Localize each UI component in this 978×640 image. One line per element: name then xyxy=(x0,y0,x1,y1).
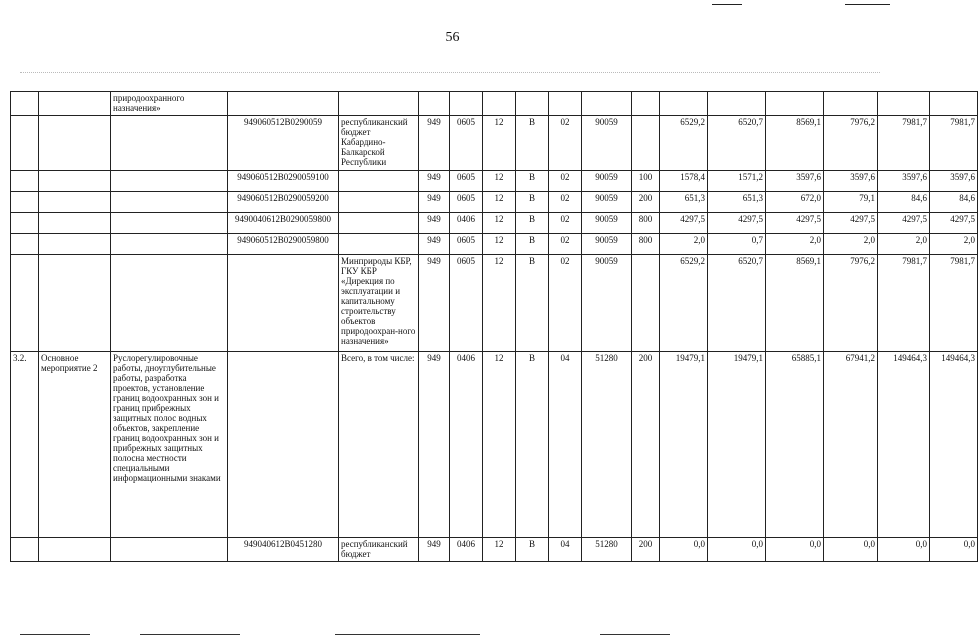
expense-type-cell xyxy=(632,116,660,171)
code-event-cell xyxy=(549,92,582,116)
footer-rule-2 xyxy=(140,634,240,635)
code-subprogram-cell xyxy=(516,92,549,116)
value-4-cell: 3597,6 xyxy=(824,171,878,192)
row-number-cell xyxy=(11,255,39,352)
row-number-cell xyxy=(11,213,39,234)
code-event-cell: 02 xyxy=(549,234,582,255)
code-subprogram-cell: В xyxy=(516,255,549,352)
value-1-cell: 4297,5 xyxy=(660,213,708,234)
code-event-cell: 02 xyxy=(549,255,582,352)
grbs-cell: 949 xyxy=(419,116,450,171)
code-direction-cell: 90059 xyxy=(582,234,632,255)
value-3-cell: 2,0 xyxy=(766,234,824,255)
expense-type-cell: 100 xyxy=(632,171,660,192)
value-4-cell: 2,0 xyxy=(824,234,878,255)
value-2-cell xyxy=(708,92,766,116)
value-4-cell: 7976,2 xyxy=(824,116,878,171)
scan-artifact-divider xyxy=(20,72,880,75)
expense-type-cell: 200 xyxy=(632,538,660,562)
code-direction-cell: 51280 xyxy=(582,352,632,538)
value-6-cell xyxy=(930,92,978,116)
table-row xyxy=(11,255,978,352)
code-direction-cell: 90059 xyxy=(582,255,632,352)
value-6-cell: 0,0 xyxy=(930,538,978,562)
grbs-cell: 949 xyxy=(419,538,450,562)
funding-source-cell xyxy=(339,234,419,255)
description-cell: природоохранного назначения» xyxy=(111,92,228,116)
grbs-cell: 949 xyxy=(419,255,450,352)
kbk-code-cell: 9490040612B0290059800 xyxy=(228,213,339,234)
top-rule-left xyxy=(712,4,742,5)
rzpr-cell: 0406 xyxy=(450,213,483,234)
value-1-cell: 6529,2 xyxy=(660,116,708,171)
code-program-cell: 12 xyxy=(483,171,516,192)
code-program-cell: 12 xyxy=(483,538,516,562)
table-row xyxy=(11,352,978,538)
event-name-cell xyxy=(39,171,111,192)
code-event-cell: 02 xyxy=(549,171,582,192)
value-5-cell: 3597,6 xyxy=(878,171,930,192)
funding-source-cell xyxy=(339,171,419,192)
value-2-cell: 651,3 xyxy=(708,192,766,213)
value-6-cell: 84,6 xyxy=(930,192,978,213)
rzpr-cell: 0605 xyxy=(450,255,483,352)
grbs-cell: 949 xyxy=(419,213,450,234)
description-cell xyxy=(111,538,228,562)
grbs-cell: 949 xyxy=(419,352,450,538)
value-2-cell: 0,7 xyxy=(708,234,766,255)
funding-source-cell: Всего, в том числе: xyxy=(339,352,419,538)
rzpr-cell xyxy=(450,92,483,116)
value-6-cell: 7981,7 xyxy=(930,255,978,352)
code-direction-cell: 90059 xyxy=(582,171,632,192)
row-number-cell: 3.2. xyxy=(11,352,39,538)
description-cell: Руслорегулировочные работы, дноуглубительные работы, разработка проектов, установление границ водоохранных зон и границ прибрежных защитных полос водных объектов, закрепление границ водоохранных зон и прибрежных защитных полосна местности специальными информационными знаками xyxy=(111,352,228,538)
rzpr-cell: 0605 xyxy=(450,234,483,255)
funding-source-cell xyxy=(339,192,419,213)
value-5-cell: 2,0 xyxy=(878,234,930,255)
description-cell xyxy=(111,255,228,352)
code-event-cell: 02 xyxy=(549,213,582,234)
funding-source-cell: республиканский бюджет Кабардино-Балкарской Республики xyxy=(339,116,419,171)
grbs-cell: 949 xyxy=(419,171,450,192)
value-3-cell: 8569,1 xyxy=(766,255,824,352)
kbk-code-cell xyxy=(228,352,339,538)
code-program-cell: 12 xyxy=(483,352,516,538)
value-3-cell: 4297,5 xyxy=(766,213,824,234)
value-3-cell: 0,0 xyxy=(766,538,824,562)
code-program-cell: 12 xyxy=(483,213,516,234)
kbk-code-cell xyxy=(228,255,339,352)
value-3-cell xyxy=(766,92,824,116)
funding-source-cell xyxy=(339,213,419,234)
value-5-cell: 7981,7 xyxy=(878,116,930,171)
code-subprogram-cell: В xyxy=(516,538,549,562)
code-program-cell xyxy=(483,92,516,116)
row-number-cell xyxy=(11,171,39,192)
value-5-cell: 149464,3 xyxy=(878,352,930,538)
expense-type-cell: 800 xyxy=(632,213,660,234)
code-subprogram-cell: В xyxy=(516,213,549,234)
rzpr-cell: 0605 xyxy=(450,116,483,171)
value-4-cell: 0,0 xyxy=(824,538,878,562)
kbk-code-cell: 949040612B0451280 xyxy=(228,538,339,562)
code-direction-cell: 90059 xyxy=(582,213,632,234)
code-program-cell: 12 xyxy=(483,116,516,171)
value-1-cell: 2,0 xyxy=(660,234,708,255)
grbs-cell xyxy=(419,92,450,116)
value-4-cell: 67941,2 xyxy=(824,352,878,538)
table-row xyxy=(11,92,978,116)
code-program-cell: 12 xyxy=(483,255,516,352)
value-1-cell: 651,3 xyxy=(660,192,708,213)
value-6-cell: 149464,3 xyxy=(930,352,978,538)
code-subprogram-cell: В xyxy=(516,352,549,538)
row-number-cell xyxy=(11,92,39,116)
footer-rule-1 xyxy=(20,634,90,635)
code-event-cell: 02 xyxy=(549,192,582,213)
kbk-code-cell: 949060512B0290059 xyxy=(228,116,339,171)
code-program-cell: 12 xyxy=(483,192,516,213)
value-5-cell: 84,6 xyxy=(878,192,930,213)
expense-type-cell: 800 xyxy=(632,234,660,255)
expense-type-cell xyxy=(632,255,660,352)
value-5-cell xyxy=(878,92,930,116)
funding-source-cell xyxy=(339,92,419,116)
code-program-cell: 12 xyxy=(483,234,516,255)
code-direction-cell: 90059 xyxy=(582,192,632,213)
code-subprogram-cell: В xyxy=(516,234,549,255)
value-2-cell: 6520,7 xyxy=(708,255,766,352)
event-name-cell: Основное мероприятие 2 xyxy=(39,352,111,538)
expense-type-cell: 200 xyxy=(632,192,660,213)
event-name-cell xyxy=(39,234,111,255)
table-row xyxy=(11,171,978,192)
footer-rule-4 xyxy=(600,634,670,635)
event-name-cell xyxy=(39,255,111,352)
code-direction-cell xyxy=(582,92,632,116)
event-name-cell xyxy=(39,116,111,171)
value-3-cell: 8569,1 xyxy=(766,116,824,171)
grbs-cell: 949 xyxy=(419,234,450,255)
rzpr-cell: 0406 xyxy=(450,538,483,562)
value-4-cell: 7976,2 xyxy=(824,255,878,352)
value-5-cell: 7981,7 xyxy=(878,255,930,352)
footer-rule-3 xyxy=(335,634,480,635)
description-cell xyxy=(111,116,228,171)
value-2-cell: 1571,2 xyxy=(708,171,766,192)
value-1-cell: 0,0 xyxy=(660,538,708,562)
value-1-cell xyxy=(660,92,708,116)
code-subprogram-cell: В xyxy=(516,116,549,171)
row-number-cell xyxy=(11,116,39,171)
value-5-cell: 4297,5 xyxy=(878,213,930,234)
value-6-cell: 3597,6 xyxy=(930,171,978,192)
value-6-cell: 7981,7 xyxy=(930,116,978,171)
value-4-cell: 4297,5 xyxy=(824,213,878,234)
funding-source-cell: Минприроды КБР, ГКУ КБР «Дирекция по эксплуатации и капитальному строительству объектов природоохран-ного назначения» xyxy=(339,255,419,352)
value-3-cell: 672,0 xyxy=(766,192,824,213)
kbk-code-cell: 949060512B0290059800 xyxy=(228,234,339,255)
kbk-code-cell xyxy=(228,92,339,116)
value-3-cell: 65885,1 xyxy=(766,352,824,538)
value-2-cell: 6520,7 xyxy=(708,116,766,171)
table-row xyxy=(11,116,978,171)
top-rule-right xyxy=(845,4,890,5)
value-6-cell: 2,0 xyxy=(930,234,978,255)
value-1-cell: 1578,4 xyxy=(660,171,708,192)
row-number-cell xyxy=(11,192,39,213)
description-cell xyxy=(111,234,228,255)
value-1-cell: 6529,2 xyxy=(660,255,708,352)
code-subprogram-cell: В xyxy=(516,192,549,213)
value-2-cell: 4297,5 xyxy=(708,213,766,234)
expense-type-cell: 200 xyxy=(632,352,660,538)
row-number-cell xyxy=(11,234,39,255)
event-name-cell xyxy=(39,538,111,562)
row-number-cell xyxy=(11,538,39,562)
value-4-cell: 79,1 xyxy=(824,192,878,213)
table-row xyxy=(11,192,978,213)
expense-type-cell xyxy=(632,92,660,116)
budget-table xyxy=(10,91,978,562)
rzpr-cell: 0605 xyxy=(450,171,483,192)
description-cell xyxy=(111,192,228,213)
page-number: 56 xyxy=(445,30,460,45)
value-4-cell xyxy=(824,92,878,116)
description-cell xyxy=(111,213,228,234)
table-row xyxy=(11,538,978,562)
code-event-cell: 04 xyxy=(549,352,582,538)
value-3-cell: 3597,6 xyxy=(766,171,824,192)
kbk-code-cell: 949060512B0290059200 xyxy=(228,192,339,213)
code-direction-cell: 51280 xyxy=(582,538,632,562)
value-2-cell: 19479,1 xyxy=(708,352,766,538)
code-event-cell: 04 xyxy=(549,538,582,562)
code-subprogram-cell: В xyxy=(516,171,549,192)
code-event-cell: 02 xyxy=(549,116,582,171)
event-name-cell xyxy=(39,192,111,213)
event-name-cell xyxy=(39,213,111,234)
value-5-cell: 0,0 xyxy=(878,538,930,562)
description-cell xyxy=(111,171,228,192)
value-6-cell: 4297,5 xyxy=(930,213,978,234)
value-2-cell: 0,0 xyxy=(708,538,766,562)
kbk-code-cell: 949060512B0290059100 xyxy=(228,171,339,192)
event-name-cell xyxy=(39,92,111,116)
code-direction-cell: 90059 xyxy=(582,116,632,171)
funding-source-cell: республиканский бюджет xyxy=(339,538,419,562)
value-1-cell: 19479,1 xyxy=(660,352,708,538)
rzpr-cell: 0406 xyxy=(450,352,483,538)
rzpr-cell: 0605 xyxy=(450,192,483,213)
table-row xyxy=(11,213,978,234)
grbs-cell: 949 xyxy=(419,192,450,213)
table-row xyxy=(11,234,978,255)
